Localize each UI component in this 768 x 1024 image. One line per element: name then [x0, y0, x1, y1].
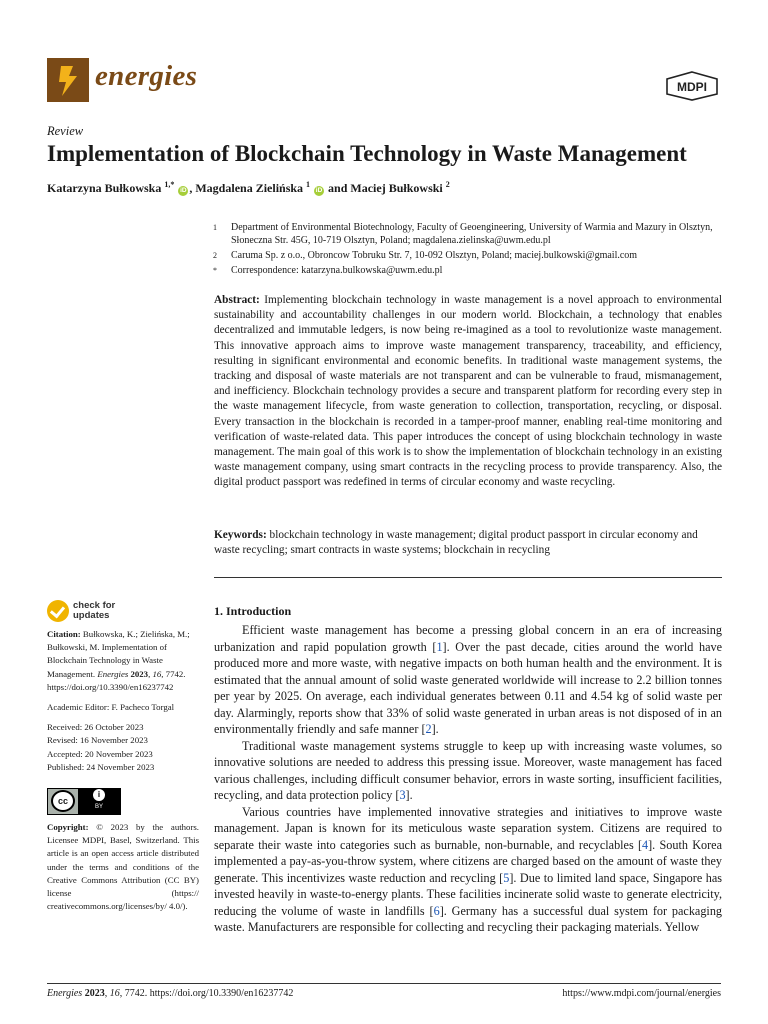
reference-link[interactable]: 2 — [425, 722, 432, 736]
reference-link[interactable]: 1 — [436, 639, 443, 654]
reference-link[interactable]: 4 — [642, 837, 649, 852]
reference-link[interactable]: 3 — [399, 788, 406, 802]
check-updates-label: check for — [73, 600, 116, 611]
by-label: BY — [94, 803, 103, 810]
check-updates-label: updates — [73, 610, 110, 621]
journal-logo — [47, 58, 89, 102]
orcid-icon[interactable]: iD — [315, 187, 323, 194]
citation-year: 2023 — [130, 668, 149, 679]
citation-journal: Energies — [97, 668, 129, 679]
footer-citation: Energies 2023, 16, 7742. https://doi.org/10.3390/en16237742 — [47, 988, 294, 999]
mdpi-logo[interactable] — [664, 71, 720, 106]
article-title: Implementation of Blockchain Technology in Waste Management — [47, 141, 687, 166]
orcid-icon[interactable]: iD — [180, 187, 187, 194]
footer-doi-link[interactable]: , 7742. https://doi.org/10.3390/en16237742 — [119, 988, 294, 999]
paragraph: Traditional waste management systems struggle to keep up with increasing waste volumes, so innovative solutions are needed to address this pressing issue. Moreover, waste management has faced various challenges, including difficult consumer behavior, errors in waste sorting, insufficient facilities, recycling, and data protection policy [3]. — [214, 738, 722, 802]
keywords-text: blockchain technology in waste management; digital product passport in circular economy and waste recycling; smart contracts in waste systems; blockchain in recycling — [214, 529, 698, 557]
article-type: Review — [47, 124, 84, 138]
check-icon — [47, 600, 69, 622]
copyright-label: Copyright: — [47, 822, 89, 833]
accepted-date: Accepted: 20 November 2023 — [47, 748, 153, 759]
lightning-icon — [47, 58, 89, 102]
journal-url-link[interactable]: https://www.mdpi.com/journal/energies — [562, 988, 721, 999]
author-affiliation-mark: 1,* — [164, 180, 175, 189]
author-name[interactable]: Maciej Bułkowski — [350, 181, 443, 195]
section-divider — [214, 577, 722, 578]
revised-date: Revised: 16 November 2023 — [47, 735, 148, 746]
author-name[interactable]: Magdalena Zielińska — [195, 181, 304, 195]
paragraph: Efficient waste management has become a pressing global concern in an era of increasing urbanization and rapid population growth [1]. Over the past decade, cities around the world have produced more and more waste, with negative impacts on both human health and the environment. It is estimated that the annual amount of solid waste generated worldwide will increase to 2.2 billion tonnes per year by 2025. On average, each individual generates between 0.11 and 4.54 kg of solid waste per day. Alarmingly, reports show that 33% of solid waste generated in urban areas is not disposed of in an environmentally friendly and safe manner [2]. — [214, 623, 722, 736]
author-list: Katarzyna Bułkowska $^{1,*}$ iD , Magdalena Zielińska $^1$ iD and Maciej Bułkowski $^2$ — [47, 180, 450, 195]
correspondence: * Correspondence: katarzyna.bulkowska@uwm.edu.pl — [213, 265, 443, 276]
author-affiliation-mark: 1 — [306, 180, 311, 189]
affiliation-item: 2 Caruma Sp. z o.o., Obroncow Tobruku Str. 7, 10-092 Olsztyn, Poland; maciej.bulkowski@gmail.com — [213, 250, 638, 261]
citation: Citation: Bułkowska, K.; Zielińska, M.; Bułkowski, M. Implementation of Blockchain Technology in Waste Management. Energies 2023, 16, 7742. https://doi.org/10.3390/en16237742 — [47, 629, 190, 692]
body-text — [214, 622, 722, 936]
author-affiliation-mark: 2 — [445, 180, 450, 189]
affiliation-item: 1 Department of Environmental Biotechnology, Faculty of Geoengineering, University of Warmia and Mazury in Olsztyn, Słoneczna Str. 45G, 10-719 Olsztyn, Poland; magdalena.zielinska@uwm.edu.pl — [213, 222, 713, 246]
received-date: Received: 26 October 2023 — [47, 722, 144, 733]
abstract-label: Abstract: — [214, 294, 260, 306]
abstract — [214, 293, 722, 491]
paragraph: Various countries have implemented innovative strategies and initiatives to improve waste management. Japan is known for its meticulous waste separation system. Citizens are required to separate their waste into categories such as burnable, non-burnable, and recyclables [4]. South Korea implemented a pay-as-you-throw system, where citizens are charged based on the amount of waste they generate. This incentivizes waste reduction and recycling [5]. Due to limited land space, Singapore has invested heavily in waste-to-energy plants. These facilities incinerate solid waste to generate electricity, reducing the volume of waste in landfills [6]. Germany has a successful dual system for packaging waste. Manufacturers are responsible for collecting and recycling their packaging materials. Yellow — [214, 804, 723, 934]
author-name[interactable]: Katarzyna Bułkowska — [47, 181, 162, 195]
academic-editor: Academic Editor: F. Pacheco Torgal — [47, 702, 175, 713]
affiliations — [213, 221, 743, 279]
citation-label: Citation: — [47, 629, 81, 639]
reference-link[interactable]: 5 — [503, 870, 510, 885]
cc-by-license-badge[interactable] — [47, 788, 121, 815]
check-for-updates-button[interactable] — [47, 600, 115, 622]
citation-doi-link[interactable]: https://doi.org/10.3390/en16237742 — [47, 681, 174, 692]
footer-divider — [47, 983, 721, 984]
keywords — [214, 528, 722, 558]
citation-volume: 16 — [152, 668, 162, 679]
publication-dates — [47, 721, 199, 774]
article-info-sidebar — [47, 628, 199, 920]
mdpi-logo-text: MDPI — [677, 80, 707, 94]
section-heading: 1. Introduction — [214, 604, 292, 618]
keywords-label: Keywords: — [214, 529, 267, 541]
reference-link[interactable]: 6 — [433, 903, 440, 918]
journal-name[interactable]: energies — [95, 60, 198, 92]
abstract-text: Implementing blockchain technology in waste management is a novel approach to environmental sustainability and accountability challenges in our modern world. Blockchain, a technology that enables decentralized and immutable ledgers, is now being re-imagined as a tool to revolutionize waste management. This innovative approach aims to improve waste management transparency, traceability, and efficiency, resulting in significant environmental and economic benefits. In traditional waste management systems, the tracking and disposal of waste materials are not transparent and can be vulnerable to fraud, mismanagement, and inefficiency. Blockchain technology provides a secure and transparent platform for recording every step in the waste management lifecycle, from waste generation to collection, transportation, recycling, or disposal. Every transaction in the blockchain is recorded in a tamper-proof manner, enabling real-time monitoring and verification of waste-related data. This paper introduces the concept of using blockchain technology in waste management. The main goal of this work is to show the implementation of blockchain technology in an existing waste management company, using smart contracts in the recycling process to provide transparency. Also, the digital product passport was redefined in terms of circular economy and waste recycling. — [214, 294, 722, 489]
published-date: Published: 24 November 2023 — [47, 761, 155, 772]
cc-icon: cc — [51, 790, 75, 812]
person-icon: i — [93, 789, 105, 801]
copyright-notice: Copyright: © 2023 by the authors. Licensee MDPI, Basel, Switzerland. This article is an open access article distributed under the terms and conditions of the Creative Commons Attribution (CC BY) license (https:// creativecommons.org/licenses/by/ 4.0/). — [47, 822, 200, 912]
